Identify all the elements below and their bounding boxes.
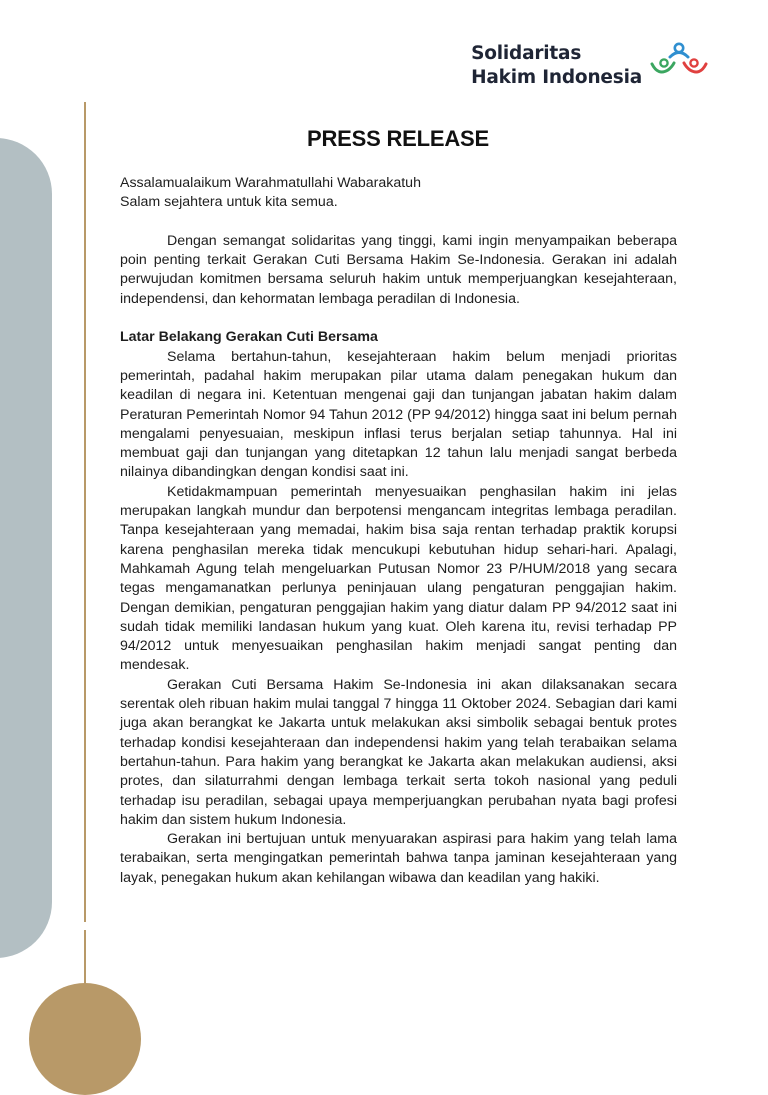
logo-line-2: Hakim Indonesia	[471, 67, 642, 88]
organization-logo	[471, 42, 710, 90]
side-panel-decoration	[0, 138, 52, 958]
page-title: PRESS RELEASE	[306, 126, 489, 151]
logo-line-1: Solidaritas	[471, 43, 582, 64]
people-emblem-icon	[648, 42, 710, 82]
gold-circle-decoration	[29, 983, 141, 1095]
greeting-line-1: Assalamualaikum Warahmatullahi Wabarakatuh	[120, 175, 421, 191]
gold-vertical-line	[84, 102, 86, 922]
body-paragraph: Gerakan Cuti Bersama Hakim Se-Indonesia ini akan dilaksanakan secara serentak oleh ribuan hakim mulai tanggal 7 hingga 11 Oktober 2024. Sebagian dari kami juga akan berangkat ke Jakarta untuk melakukan aksi simbolik sebagai bentuk protes terhadap kondisi kesejahteraan dan independensi hakim yang telah terabaikan selama bertahun-tahun. Para hakim yang berangkat ke Jakarta akan melakukan audiensi, aksi protes, dan silaturrahmi dengan lembaga terkait serta tokoh nasional yang peduli terhadap isu peradilan, sebagai upaya memperjuangkan perubahan nyata bagi profesi hakim dan sistem hukum Indonesia.	[120, 676, 677, 828]
intro-paragraph: Dengan semangat solidaritas yang tinggi, kami ingin menyampaikan beberapa poin penting terkait Gerakan Cuti Bersama Hakim Se-Indonesia. Gerakan ini adalah perwujudan komitmen bersama seluruh hakim untuk memperjuangkan kesejahteraan, independensi, dan kehormatan lembaga peradilan di Indonesia.	[120, 232, 677, 307]
body-paragraph: Gerakan ini bertujuan untuk menyuarakan aspirasi para hakim yang telah lama terabaikan, serta mengingatkan pemerintah bahwa tanpa jaminan kesejahteraan yang layak, penegakan hukum akan kehilangan wibawa dan keadilan yang hakiki.	[120, 831, 677, 886]
press-release-body	[120, 174, 677, 888]
body-paragraph: Selama bertahun-tahun, kesejahteraan hakim belum menjadi prioritas pemerintah, padahal hakim merupakan pilar utama dalam penegakan hukum dan keadilan di negara ini. Ketentuan mengenai gaji dan tunjangan jabatan hakim dalam Peraturan Pemerintah Nomor 94 Tahun 2012 (PP 94/2012) hingga saat ini belum pernah mengalami penyesuaian, meskipun inflasi terus berjalan setiap tahunnya. Hal ini membuat gaji dan tunjangan yang ditetapkan 12 tahun lalu menjadi sangat berbeda nilainya dibandingkan dengan kondisi saat ini.	[120, 348, 677, 481]
section-heading: Latar Belakang Gerakan Cuti Bersama	[120, 329, 378, 346]
body-paragraph: Ketidakmampuan pemerintah menyesuaikan penghasilan hakim ini jelas merupakan langkah mundur dan berpotensi mengancam integritas lembaga peradilan. Tanpa kesejahteraan yang memadai, hakim bisa saja rentan terhadap praktik korupsi karena penghasilan mereka tidak mencukupi kebutuhan hidup sehari-hari. Apalagi, Mahkamah Agung telah mengeluarkan Putusan Nomor 23 P/HUM/2018 yang secara tegas mengamanatkan perlunya peninjauan ulang pengaturan penggajian hakim. Dengan demikian, pengaturan penggajian hakim yang diatur dalam PP 94/2012 saat ini sudah tidak memiliki landasan hukum yang kuat. Oleh karena itu, revisi terhadap PP 94/2012 untuk menyesuaikan penghasilan hakim menjadi sangat penting dan mendesak.	[120, 483, 677, 674]
logo-wordmark	[471, 42, 642, 90]
greeting-line-2: Salam sejahtera untuk kita semua.	[120, 194, 338, 211]
